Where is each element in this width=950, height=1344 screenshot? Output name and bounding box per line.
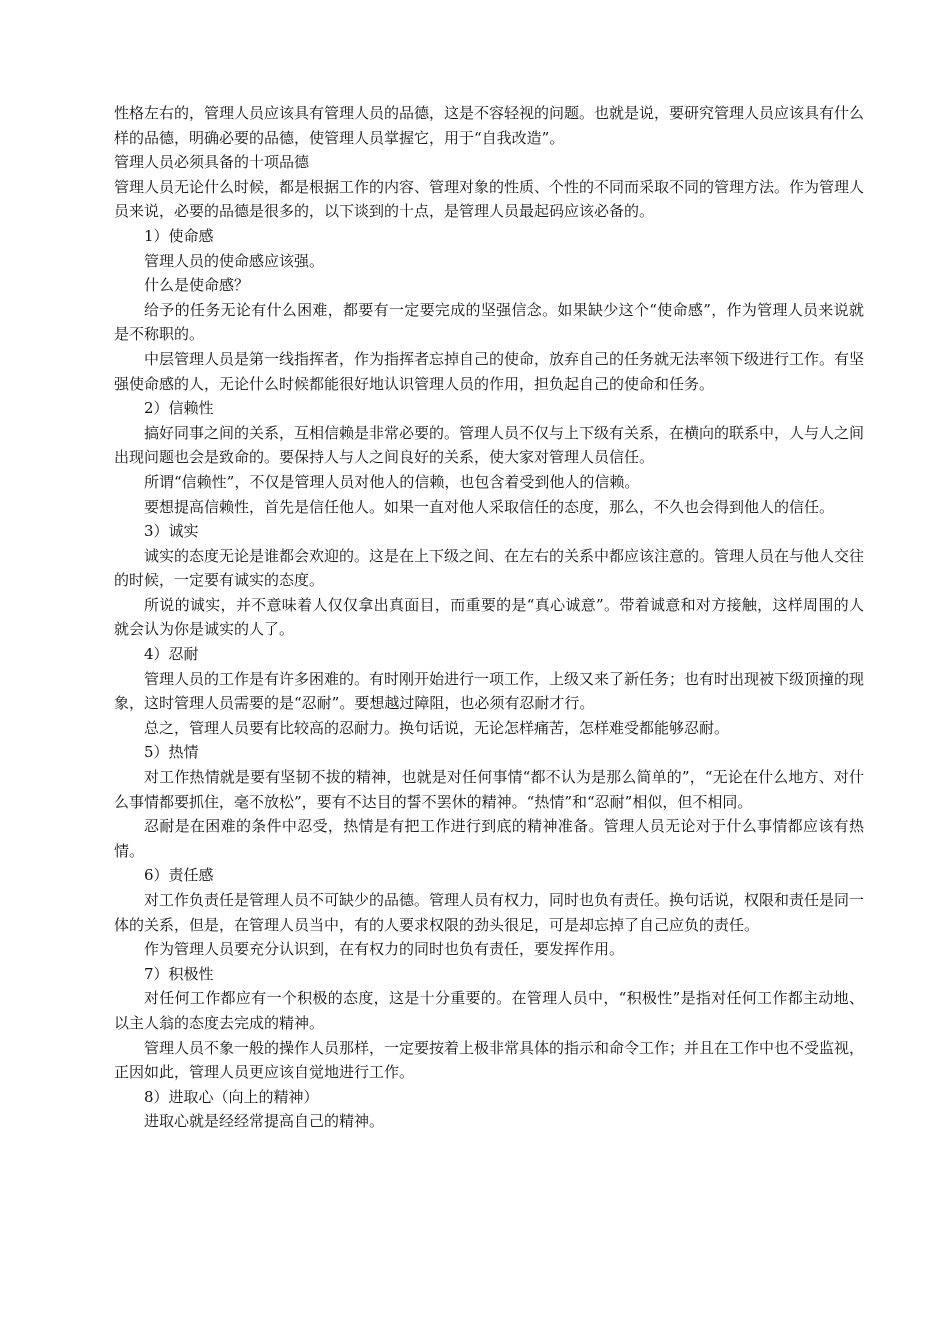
item-2-paragraph: 所谓“信赖性”，不仅是管理人员对他人的信赖，也包含着受到他人的信赖。 xyxy=(144,472,640,491)
item-7-heading: 7）积极性 xyxy=(144,964,214,983)
item-5-paragraph: 忍耐是在困难的条件中忍受，热情是有把工作进行到底的精神准备。管理人员无论对于什么事情都应该有热情。 xyxy=(114,817,864,860)
section-title: 管理人员必须具备的十项品德 xyxy=(114,153,310,172)
item-2-paragraph: 搞好同事之间的关系，互相信赖是非常必要的。管理人员不仅与上下级有关系，在横向的联系中，人与人之间出现问题也会是致命的。要保持人与人之间良好的关系，使大家对管理人员信任。 xyxy=(114,423,865,467)
item-8-heading: 8）进取心（向上的精神） xyxy=(144,1087,319,1106)
item-3-heading: 3）诚实 xyxy=(144,522,199,541)
item-3-paragraph: 诚实的态度无论是谁都会欢迎的。这是在上下级之间、在左右的关系中都应该注意的。管理人员在与他人交往的时候，一定要有诚实的态度。 xyxy=(114,546,865,590)
document-page xyxy=(114,101,864,1134)
item-2-heading: 2）信赖性 xyxy=(144,399,214,418)
item-6-paragraph: 作为管理人员要充分认识到，在有权力的同时也负有责任，要发挥作用。 xyxy=(144,940,625,959)
section-intro: 管理人员无论什么时候，都是根据工作的内容、管理对象的性质、个性的不同而采取不同的管理方法。作为管理人员来说，必要的品德是很多的，以下谈到的十点，是管理人员最起码应该必备的。 xyxy=(114,177,865,221)
item-1-heading: 1）使命感 xyxy=(144,226,214,245)
item-4-paragraph: 总之，管理人员要有比较高的忍耐力。换句话说，无论怎样痛苦，怎样难受都能够忍耐。 xyxy=(144,718,730,737)
item-2-paragraph: 要想提高信赖性，首先是信任他人。如果一直对他人采取信任的态度，那么，不久也会得到他人的信任。 xyxy=(144,497,835,516)
item-5-heading: 5）热情 xyxy=(144,743,199,762)
item-6-paragraph: 对工作负责任是管理人员不可缺少的品德。管理人员有权力，同时也负有责任。换句话说，权限和责任是同一体的关系，但是，在管理人员当中，有的人要求权限的劲头很足，可是却忘掉了自己应负的责任。 xyxy=(114,891,865,934)
item-7-paragraph: 对任何工作都应有一个积极的态度，这是十分重要的。在管理人员中，“积极性”是指对任何工作都主动地、以主人翁的态度去完成的精神。 xyxy=(114,989,864,1032)
intro-paragraph: 性格左右的，管理人员应该具有管理人员的品德，这是不容轻视的问题。也就是说，要研究管理人员应该具有什么样的品德，明确必要的品德，使管理人员掌握它，用于“自我改造”。 xyxy=(114,104,865,147)
item-5-paragraph: 对工作热情就是要有坚韧不拔的精神，也就是对任何事情“都不认为是那么简单的”，“无论在什么地方、对什么事情都要抓住，毫不放松”，要有不达目的誓不罢休的精神。“热情”和“忍耐”相似，但不相同。 xyxy=(114,768,864,811)
item-4-paragraph: 管理人员的工作是有许多困难的。有时刚开始进行一项工作，上级又来了新任务；也有时出现被下级顶撞的现象，这时管理人员需要的是“忍耐”。要想越过障阻，也必须有忍耐才行。 xyxy=(114,669,865,713)
item-1-paragraph: 给予的任务无论有什么困难，都要有一定要完成的坚强信念。如果缺少这个“使命感”，作为管理人员来说就是不称职的。 xyxy=(114,300,864,344)
item-7-paragraph: 管理人员不象一般的操作人员那样，一定要按着上极非常具体的指示和命令工作；并且在工作中也不受监视，正因如此，管理人员更应该自觉地进行工作。 xyxy=(114,1038,865,1082)
item-8-paragraph: 进取心就是经经常提高自己的精神。 xyxy=(144,1112,385,1131)
item-1-paragraph: 中层管理人员是第一线指挥者，作为指挥者忘掉自己的使命，放弃自己的任务就无法率领下级进行工作。有坚强使命感的人，无论什么时候都能很好地认识管理人员的作用，担负起自己的使命和任务。 xyxy=(114,349,865,393)
item-1-paragraph: 管理人员的使命感应该强。 xyxy=(144,251,325,270)
item-1-paragraph: 什么是使命感？ xyxy=(144,276,250,295)
item-4-heading: 4）忍耐 xyxy=(144,645,199,664)
item-6-heading: 6）责任感 xyxy=(144,866,214,885)
item-3-paragraph: 所说的诚实，并不意味着人仅仅拿出真面目，而重要的是“真心诚意”。带着诚意和对方接触，这样周围的人就会认为你是诚实的人了。 xyxy=(114,595,864,639)
